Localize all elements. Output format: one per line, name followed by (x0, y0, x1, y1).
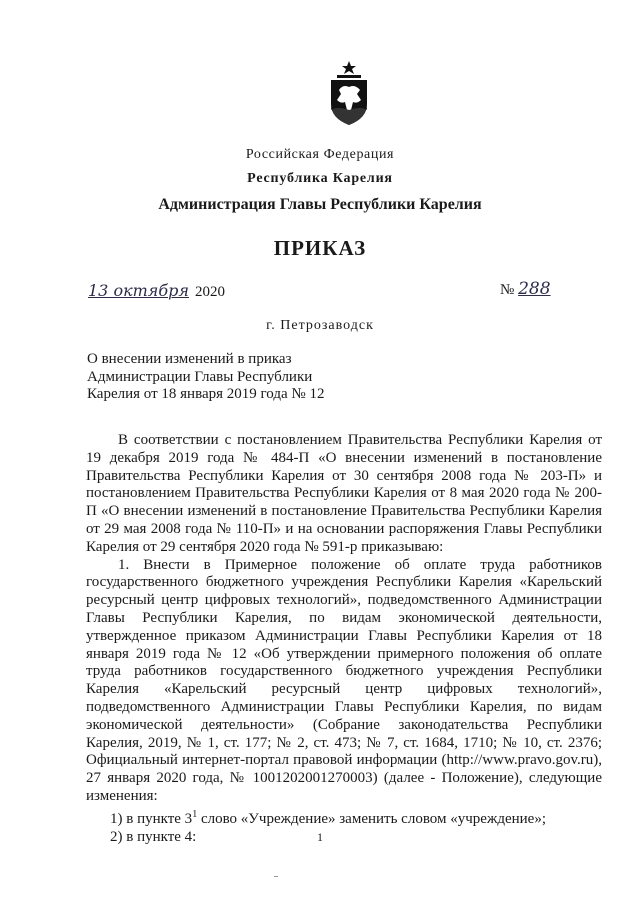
administration-name: Администрация Главы Республики Карелия (158, 196, 482, 213)
subpoint-2: 2) в пункте 4: (110, 828, 197, 845)
handwritten-date: 13 октября (88, 281, 189, 300)
page-number: 1 (317, 830, 323, 844)
superscript: 1 (192, 808, 198, 820)
document-subject (87, 351, 324, 404)
city: г. Петрозаводск (266, 318, 374, 333)
number-sign: № (500, 282, 515, 298)
subpoint-1: 1) в пункте $3^1$ слово «Учреждение» заменить словом «учреждение»; (110, 808, 546, 827)
document-title: ПРИКАЗ (273, 236, 367, 260)
scan-speck (274, 876, 278, 877)
subject-line: Карелия от 18 января 2019 года № 12 (87, 386, 325, 402)
point-1-paragraph: 1. Внести в Примерное положение об оплате труда работников государственного бюджетного учреждения Республики Карелия «Карельский ресурсный центр цифровых технологий», подведомственного Администрации Главы Республики Карелия, по видам экономической деятельности, утвержденное приказом Администрации Главы Республики Карелия от 18 января 2019 года № 12 «Об утверждении примерного положения об оплате труда работников государственного бюджетного учреждения Республики Карелия «Карельский ресурсный центр цифровых технологий», подведомственного Администрации Главы Республики Карелия, по видам экономической деятельности» (Собрание законодательства Республики Карелия, 2019, № 1, ст. 177; № 2, ст. 473; № 7, ст. 1684, 1710; № 10, ст. 2376; Официальный интернет-портал правовой информации (http://www.pravo.gov.ru), 27 января 2020 года, № 1001202001270003) (далее - Положение), следующие изменения: (86, 556, 602, 804)
date-year: 2020 (195, 284, 225, 300)
subject-line: Администрации Главы Республики (87, 368, 313, 385)
document-number (500, 279, 551, 299)
karelia-coat-of-arms-icon (327, 60, 371, 126)
country-name: Российская Федерация (245, 147, 395, 162)
subject-line: О внесении изменений в приказ (87, 351, 292, 367)
republic-name: Республика Карелия (247, 171, 393, 186)
document-body (86, 432, 602, 846)
handwritten-number: 288 (518, 279, 551, 299)
document-date (88, 281, 225, 301)
preamble-paragraph: В соответствии с постановлением Правительства Республики Карелия от 19 декабря 2019 года № 484-П «О внесении изменений в постановление Правительства Республики Карелия от 30 сентября 2008 года № 203-П» и постановлением Правительства Республики Карелия от 8 мая 2020 года № 200-П «О внесении изменений в постановление Правительства Республики Карелия от 29 мая 2008 года № 110-П» и на основании распоряжения Главы Республики Карелия от 29 сентября 2020 года № 591-р приказываю: (86, 432, 602, 555)
